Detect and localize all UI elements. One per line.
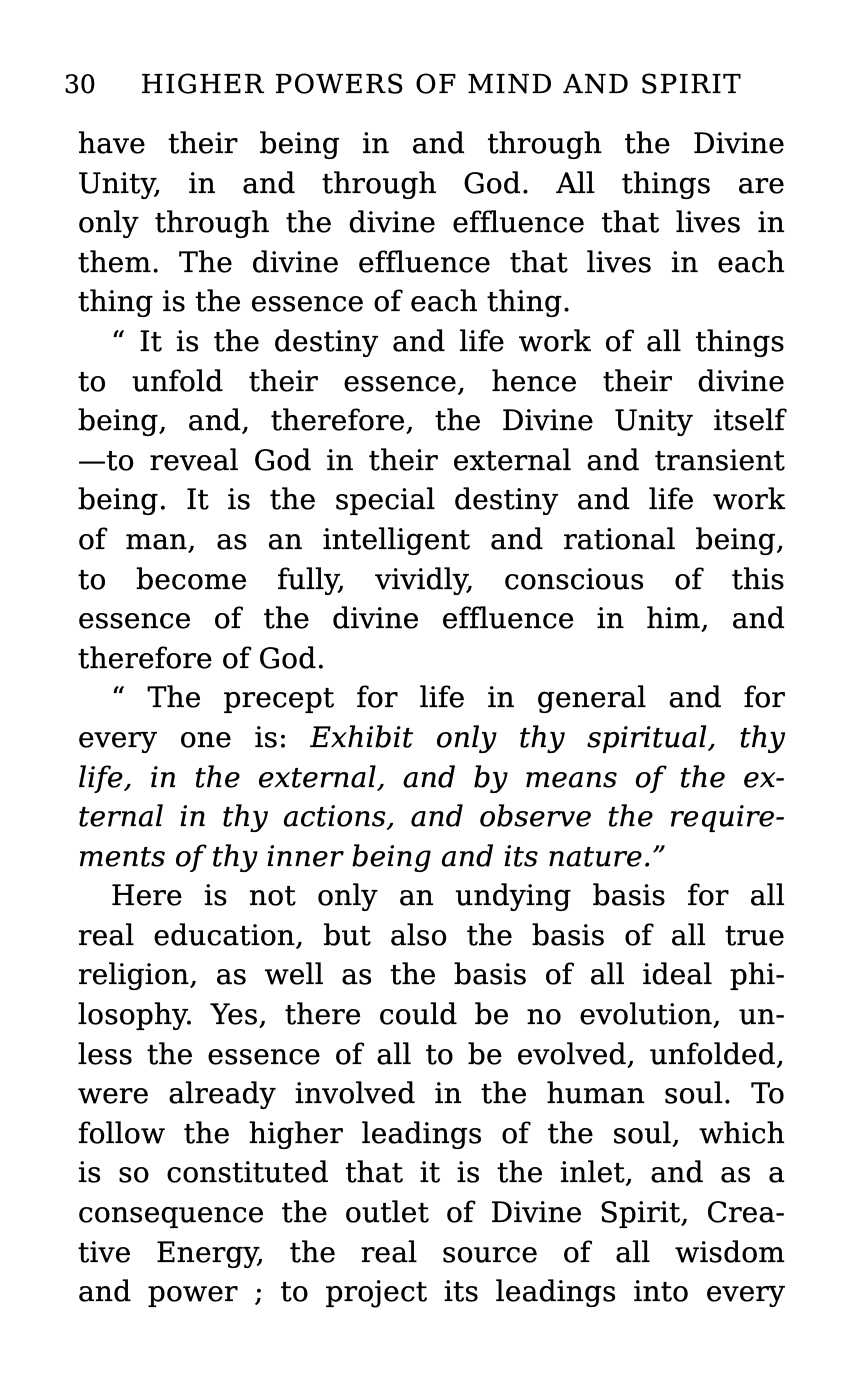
text-line (78, 1114, 785, 1154)
text-line (78, 520, 785, 560)
text-segment: consequence the outlet of Divine Spirit, Crea- (78, 1196, 785, 1230)
text-line (78, 758, 785, 798)
text-segment: is so constituted that it is the inlet, and as a (78, 1156, 785, 1190)
text-segment: “ The precept for life in general and for (111, 681, 785, 715)
text-segment: real education, but also the basis of all true (78, 918, 785, 952)
text-line (78, 1272, 785, 1312)
page-header (64, 70, 785, 100)
text-line (78, 718, 785, 758)
text-segment: therefore of God. (78, 641, 326, 675)
paragraph (78, 876, 785, 1312)
text-line (78, 1035, 785, 1075)
text-segment: essence of the divine effluence in him, and (78, 602, 785, 636)
text-line (78, 797, 785, 837)
text-segment: “ It is the destiny and life work of all things (111, 324, 785, 358)
text-segment: only through the divine effluence that lives in (78, 206, 785, 240)
italic-text-segment: life, in the external, and by means of the ex- (78, 760, 785, 794)
text-line (78, 322, 785, 362)
text-segment: every one is: (78, 720, 311, 754)
text-line (78, 282, 785, 322)
text-segment: thing is the essence of each thing. (78, 285, 572, 319)
text-line (78, 124, 785, 164)
text-line (78, 876, 785, 916)
text-line (78, 599, 785, 639)
text-line (78, 837, 785, 877)
running-title: HIGHER POWERS OF MIND AND SPIRIT (140, 70, 743, 100)
italic-text-segment: Exhibit only thy spiritual, thy (310, 720, 785, 754)
text-line (78, 480, 785, 520)
text-line (78, 243, 785, 283)
text-line (78, 401, 785, 441)
text-line (78, 1074, 785, 1114)
text-segment: to unfold their essence, hence their divine (78, 364, 785, 398)
text-segment: them. The divine effluence that lives in each (78, 245, 785, 279)
text-segment: religion, as well as the basis of all ideal phi- (78, 958, 785, 992)
text-segment: were already involved in the human soul. To (78, 1077, 785, 1111)
text-line (78, 1233, 785, 1273)
text-segment: Unity, in and through God. All things are (78, 166, 785, 200)
text-segment: being. It is the special destiny and life work (78, 483, 785, 517)
text-segment: follow the higher leadings of the soul, which (78, 1116, 785, 1150)
italic-text-segment: ternal in thy actions, and observe the require- (78, 800, 785, 834)
paragraph (78, 124, 785, 322)
text-line (78, 362, 785, 402)
text-segment: less the essence of all to be evolved, unfolded, (78, 1037, 785, 1071)
text-line (78, 164, 785, 204)
text-segment: Here is not only an undying basis for all (111, 879, 785, 913)
text-line (78, 441, 785, 481)
text-line (78, 678, 785, 718)
text-segment: to become fully, vividly, conscious of this (78, 562, 785, 596)
paragraph (78, 678, 785, 876)
text-segment: being, and, therefore, the Divine Unity itself (78, 404, 785, 438)
text-line (78, 955, 785, 995)
text-segment: and power ; to project its leadings into every (78, 1275, 785, 1309)
text-line (78, 1153, 785, 1193)
italic-text-segment: ments of thy inner being and its nature.” (78, 839, 667, 873)
text-line (78, 560, 785, 600)
text-line (78, 1193, 785, 1233)
text-line (78, 203, 785, 243)
text-segment: —to reveal God in their external and transient (78, 443, 785, 477)
text-line (78, 995, 785, 1035)
page-body (78, 124, 785, 1312)
text-segment: tive Energy, the real source of all wisdom (78, 1235, 785, 1269)
text-line (78, 639, 785, 679)
text-line (78, 916, 785, 956)
paragraph (78, 322, 785, 678)
page-number: 30 (64, 70, 96, 99)
text-segment: losophy. Yes, there could be no evolution, un- (78, 998, 785, 1032)
text-segment: have their being in and through the Divine (78, 127, 785, 160)
text-segment: of man, as an intelligent and rational being, (78, 522, 785, 556)
